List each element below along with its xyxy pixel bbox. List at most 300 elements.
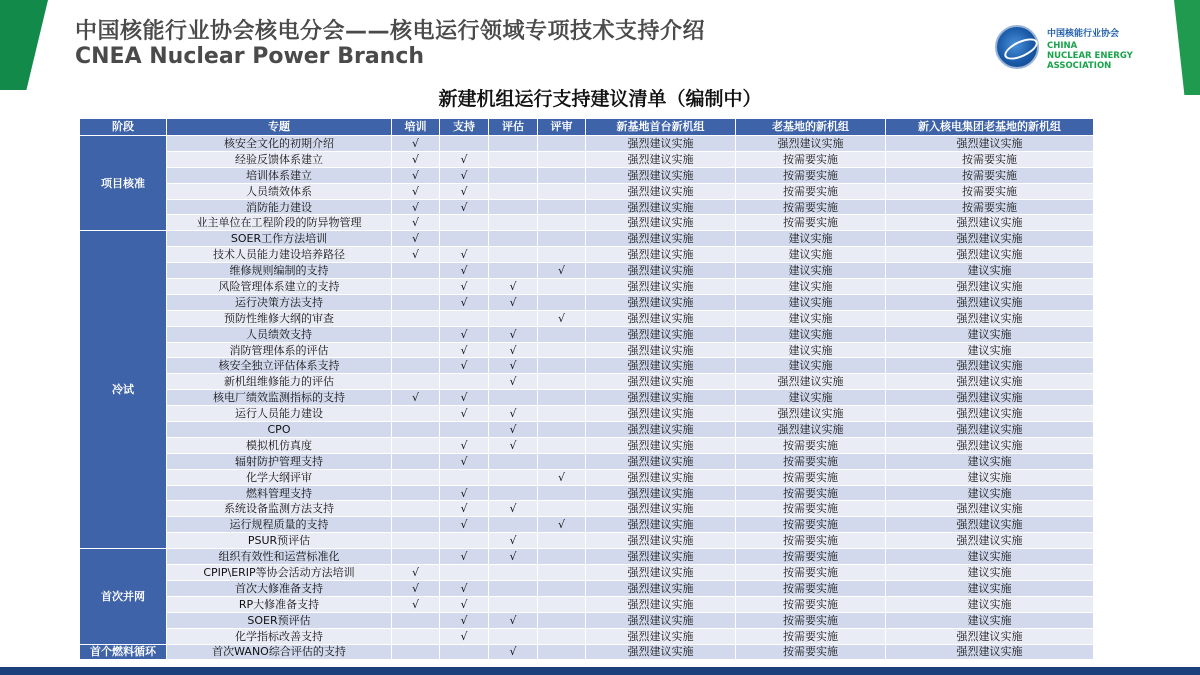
recommendation-cell: 建议实施 — [736, 247, 886, 263]
recommendation-cell: 按需要实施 — [736, 565, 886, 581]
recommendation-cell: 强烈建议实施 — [586, 453, 736, 469]
table-row — [80, 422, 1094, 438]
topic-cell: 模拟机仿真度 — [167, 437, 392, 453]
table-row — [80, 469, 1094, 485]
check-cell: √ — [392, 565, 440, 581]
check-cell: √ — [440, 549, 489, 565]
check-cell: √ — [440, 358, 489, 374]
check-cell: √ — [440, 628, 489, 644]
recommendation-cell: 按需要实施 — [736, 485, 886, 501]
recommendation-cell: 按需要实施 — [736, 215, 886, 231]
topic-cell: 系统设备监测方法支持 — [167, 501, 392, 517]
check-cell — [489, 565, 538, 581]
recommendation-cell: 强烈建议实施 — [586, 183, 736, 199]
check-cell — [392, 469, 440, 485]
check-cell — [392, 437, 440, 453]
check-cell — [440, 422, 489, 438]
check-cell: √ — [489, 644, 538, 660]
check-cell — [489, 231, 538, 247]
check-cell — [440, 136, 489, 152]
check-cell: √ — [538, 310, 586, 326]
check-cell — [489, 517, 538, 533]
topic-cell: 风险管理体系建立的支持 — [167, 279, 392, 295]
recommendation-cell: 强烈建议实施 — [586, 294, 736, 310]
check-cell — [538, 422, 586, 438]
check-cell — [392, 310, 440, 326]
phase-cell: 首个燃料循环 — [80, 644, 167, 660]
table-row — [80, 247, 1094, 263]
check-cell: √ — [489, 612, 538, 628]
recommendation-cell: 强烈建议实施 — [586, 406, 736, 422]
table-row — [80, 437, 1094, 453]
check-cell — [489, 199, 538, 215]
table-row — [80, 199, 1094, 215]
table-row — [80, 501, 1094, 517]
check-cell — [440, 215, 489, 231]
table-row — [80, 453, 1094, 469]
check-cell: √ — [489, 358, 538, 374]
check-cell: √ — [489, 374, 538, 390]
recommendation-cell: 按需要实施 — [736, 596, 886, 612]
recommendation-cell: 强烈建议实施 — [736, 374, 886, 390]
check-cell — [489, 628, 538, 644]
recommendation-cell: 强烈建议实施 — [586, 199, 736, 215]
check-cell — [440, 310, 489, 326]
recommendation-cell: 强烈建议实施 — [886, 374, 1094, 390]
recommendation-cell: 强烈建议实施 — [736, 406, 886, 422]
check-cell — [538, 549, 586, 565]
recommendation-cell: 强烈建议实施 — [586, 326, 736, 342]
topic-cell: 运行决策方法支持 — [167, 294, 392, 310]
table-row — [80, 565, 1094, 581]
check-cell: √ — [440, 580, 489, 596]
check-cell: √ — [440, 263, 489, 279]
recommendation-cell: 按需要实施 — [886, 151, 1094, 167]
recommendation-cell: 强烈建议实施 — [586, 167, 736, 183]
topic-cell: 核安全独立评估体系支持 — [167, 358, 392, 374]
recommendation-cell: 建议实施 — [736, 310, 886, 326]
recommendation-cell: 强烈建议实施 — [886, 136, 1094, 152]
topic-cell: 首次大修准备支持 — [167, 580, 392, 596]
topic-cell: 预防性维修大纲的审查 — [167, 310, 392, 326]
check-cell: √ — [440, 294, 489, 310]
check-cell — [392, 501, 440, 517]
check-cell — [392, 612, 440, 628]
check-cell — [538, 501, 586, 517]
check-cell — [392, 406, 440, 422]
bottom-accent-bar — [0, 667, 1200, 675]
topic-cell: 化学指标改善支持 — [167, 628, 392, 644]
recommendation-cell: 建议实施 — [886, 326, 1094, 342]
table-row — [80, 358, 1094, 374]
recommendation-cell: 建议实施 — [886, 453, 1094, 469]
table-row — [80, 644, 1094, 660]
table-row — [80, 167, 1094, 183]
check-cell: √ — [489, 422, 538, 438]
recommendation-cell: 建议实施 — [886, 580, 1094, 596]
topic-cell: PSUR预评估 — [167, 533, 392, 549]
check-cell — [440, 231, 489, 247]
phase-cell: 项目核准 — [80, 136, 167, 231]
recommendation-cell: 建议实施 — [736, 342, 886, 358]
recommendation-cell: 强烈建议实施 — [586, 596, 736, 612]
topic-cell: CPO — [167, 422, 392, 438]
table-row — [80, 183, 1094, 199]
table-row — [80, 517, 1094, 533]
check-cell — [489, 485, 538, 501]
recommendation-cell: 强烈建议实施 — [886, 437, 1094, 453]
right-accent-bar — [1174, 0, 1200, 95]
table-row — [80, 374, 1094, 390]
recommendation-cell: 强烈建议实施 — [586, 390, 736, 406]
check-cell — [440, 565, 489, 581]
recommendation-cell: 强烈建议实施 — [886, 644, 1094, 660]
recommendation-cell: 强烈建议实施 — [586, 644, 736, 660]
recommendation-cell: 强烈建议实施 — [886, 628, 1094, 644]
topic-cell: 培训体系建立 — [167, 167, 392, 183]
check-cell — [538, 580, 586, 596]
check-cell — [538, 533, 586, 549]
recommendation-cell: 强烈建议实施 — [886, 422, 1094, 438]
table-header-row — [80, 119, 1094, 136]
check-cell — [489, 453, 538, 469]
recommendation-cell: 强烈建议实施 — [586, 247, 736, 263]
check-cell — [538, 437, 586, 453]
check-cell — [489, 263, 538, 279]
check-cell: √ — [440, 517, 489, 533]
recommendation-cell: 强烈建议实施 — [586, 501, 736, 517]
topic-cell: 维修规则编制的支持 — [167, 263, 392, 279]
recommendation-cell: 强烈建议实施 — [586, 310, 736, 326]
recommendation-cell: 强烈建议实施 — [586, 580, 736, 596]
check-cell: √ — [392, 199, 440, 215]
topic-cell: 技术人员能力建设培养路径 — [167, 247, 392, 263]
check-cell — [538, 374, 586, 390]
column-header: 新入核电集团老基地的新机组 — [886, 119, 1094, 136]
column-header: 培训 — [392, 119, 440, 136]
phase-cell: 冷试 — [80, 231, 167, 549]
recommendation-cell: 按需要实施 — [886, 199, 1094, 215]
check-cell: √ — [392, 596, 440, 612]
recommendation-cell: 强烈建议实施 — [886, 279, 1094, 295]
recommendation-cell: 强烈建议实施 — [886, 247, 1094, 263]
topic-cell: 经验反馈体系建立 — [167, 151, 392, 167]
check-cell: √ — [392, 136, 440, 152]
check-cell — [392, 358, 440, 374]
check-cell — [538, 294, 586, 310]
recommendation-cell: 按需要实施 — [736, 644, 886, 660]
check-cell — [489, 580, 538, 596]
check-cell — [392, 374, 440, 390]
table-row — [80, 263, 1094, 279]
recommendation-cell: 建议实施 — [736, 358, 886, 374]
recommendation-cell: 强烈建议实施 — [586, 231, 736, 247]
check-cell — [489, 136, 538, 152]
recommendation-cell: 强烈建议实施 — [586, 469, 736, 485]
topic-cell: 人员绩效支持 — [167, 326, 392, 342]
recommendation-cell: 强烈建议实施 — [886, 517, 1094, 533]
recommendation-cell: 按需要实施 — [736, 199, 886, 215]
recommendation-cell: 强烈建议实施 — [586, 517, 736, 533]
check-cell — [392, 453, 440, 469]
check-cell — [538, 358, 586, 374]
topic-cell: SOER工作方法培训 — [167, 231, 392, 247]
check-cell — [440, 644, 489, 660]
recommendation-cell: 按需要实施 — [736, 501, 886, 517]
check-cell: √ — [440, 437, 489, 453]
topic-cell: 组织有效性和运营标准化 — [167, 549, 392, 565]
check-cell — [538, 199, 586, 215]
recommendation-cell: 建议实施 — [886, 342, 1094, 358]
check-cell — [538, 183, 586, 199]
check-cell: √ — [489, 294, 538, 310]
logo-line-1: CHINA — [1047, 41, 1078, 51]
topic-cell: 燃料管理支持 — [167, 485, 392, 501]
topic-cell: 业主单位在工程阶段的防异物管理 — [167, 215, 392, 231]
recommendation-cell: 建议实施 — [886, 549, 1094, 565]
column-header: 老基地的新机组 — [736, 119, 886, 136]
recommendation-cell: 建议实施 — [886, 485, 1094, 501]
table-row — [80, 215, 1094, 231]
check-cell — [392, 644, 440, 660]
check-cell: √ — [489, 533, 538, 549]
check-cell: √ — [489, 437, 538, 453]
left-accent-bar — [0, 0, 48, 90]
topic-cell: 核电厂绩效监测指标的支持 — [167, 390, 392, 406]
check-cell: √ — [440, 199, 489, 215]
recommendation-cell: 建议实施 — [736, 263, 886, 279]
check-cell — [489, 183, 538, 199]
topic-cell: CPIP\ERIP等协会活动方法培训 — [167, 565, 392, 581]
table-row — [80, 231, 1094, 247]
check-cell — [489, 596, 538, 612]
column-header: 评审 — [538, 119, 586, 136]
check-cell: √ — [392, 247, 440, 263]
check-cell — [392, 294, 440, 310]
check-cell — [538, 485, 586, 501]
recommendation-cell: 建议实施 — [886, 469, 1094, 485]
recommendation-cell: 建议实施 — [736, 326, 886, 342]
page-title-cn: 中国核能行业协会核电分会——核电运行领域专项技术支持介绍 — [75, 19, 706, 44]
topic-cell: 运行规程质量的支持 — [167, 517, 392, 533]
phase-cell: 首次并网 — [80, 549, 167, 644]
check-cell — [538, 136, 586, 152]
topic-cell: SOER预评估 — [167, 612, 392, 628]
check-cell: √ — [440, 612, 489, 628]
column-header: 支持 — [440, 119, 489, 136]
recommendation-cell: 强烈建议实施 — [886, 310, 1094, 326]
recommendation-cell: 强烈建议实施 — [886, 501, 1094, 517]
recommendation-cell: 建议实施 — [736, 279, 886, 295]
check-cell — [392, 342, 440, 358]
recommendation-cell: 强烈建议实施 — [886, 215, 1094, 231]
check-cell: √ — [440, 326, 489, 342]
recommendation-cell: 强烈建议实施 — [586, 549, 736, 565]
recommendation-cell: 按需要实施 — [736, 533, 886, 549]
check-cell: √ — [392, 231, 440, 247]
check-cell: √ — [440, 151, 489, 167]
recommendation-cell: 建议实施 — [736, 390, 886, 406]
recommendation-cell: 强烈建议实施 — [586, 342, 736, 358]
recommendation-cell: 强烈建议实施 — [736, 136, 886, 152]
check-cell: √ — [392, 167, 440, 183]
topic-cell: 人员绩效体系 — [167, 183, 392, 199]
topic-cell: 新机组维修能力的评估 — [167, 374, 392, 390]
check-cell: √ — [538, 469, 586, 485]
recommendation-cell: 按需要实施 — [736, 183, 886, 199]
check-cell — [392, 422, 440, 438]
check-cell — [489, 151, 538, 167]
support-recommendation-table — [79, 118, 1094, 660]
topic-cell: 辐射防护管理支持 — [167, 453, 392, 469]
check-cell — [538, 628, 586, 644]
recommendation-cell: 强烈建议实施 — [586, 628, 736, 644]
check-cell — [489, 390, 538, 406]
column-header: 新基地首台新机组 — [586, 119, 736, 136]
column-header: 专题 — [167, 119, 392, 136]
check-cell — [392, 533, 440, 549]
recommendation-cell: 建议实施 — [886, 596, 1094, 612]
check-cell: √ — [440, 183, 489, 199]
logo-line-2: NUCLEAR ENERGY — [1047, 51, 1133, 61]
logo-line-3: ASSOCIATION — [1047, 61, 1112, 71]
check-cell — [538, 453, 586, 469]
table-row — [80, 342, 1094, 358]
recommendation-cell: 按需要实施 — [736, 453, 886, 469]
check-cell: √ — [489, 501, 538, 517]
table-row — [80, 549, 1094, 565]
check-cell: √ — [440, 279, 489, 295]
recommendation-cell: 强烈建议实施 — [586, 151, 736, 167]
check-cell — [538, 231, 586, 247]
recommendation-cell: 按需要实施 — [736, 612, 886, 628]
recommendation-cell: 强烈建议实施 — [586, 374, 736, 390]
topic-cell: RP大修准备支持 — [167, 596, 392, 612]
check-cell: √ — [440, 596, 489, 612]
table-row — [80, 136, 1094, 152]
check-cell: √ — [392, 215, 440, 231]
check-cell — [538, 342, 586, 358]
table-row — [80, 406, 1094, 422]
check-cell: √ — [440, 453, 489, 469]
recommendation-cell: 强烈建议实施 — [886, 390, 1094, 406]
check-cell — [489, 215, 538, 231]
check-cell — [538, 644, 586, 660]
check-cell: √ — [440, 167, 489, 183]
recommendation-cell: 按需要实施 — [736, 437, 886, 453]
recommendation-cell: 按需要实施 — [886, 183, 1094, 199]
table-row — [80, 612, 1094, 628]
check-cell — [392, 326, 440, 342]
check-cell: √ — [489, 279, 538, 295]
recommendation-cell: 建议实施 — [736, 231, 886, 247]
table-row — [80, 326, 1094, 342]
check-cell: √ — [440, 485, 489, 501]
recommendation-cell: 强烈建议实施 — [886, 406, 1094, 422]
recommendation-cell: 强烈建议实施 — [586, 358, 736, 374]
cnea-logo — [995, 25, 1145, 75]
recommendation-cell: 强烈建议实施 — [886, 231, 1094, 247]
recommendation-cell: 强烈建议实施 — [586, 565, 736, 581]
check-cell: √ — [440, 406, 489, 422]
check-cell — [489, 167, 538, 183]
check-cell: √ — [392, 390, 440, 406]
check-cell — [392, 263, 440, 279]
table-row — [80, 151, 1094, 167]
recommendation-cell: 按需要实施 — [886, 167, 1094, 183]
check-cell — [489, 310, 538, 326]
topic-cell: 化学大纲评审 — [167, 469, 392, 485]
topic-cell: 核安全文化的初期介绍 — [167, 136, 392, 152]
recommendation-cell: 按需要实施 — [736, 628, 886, 644]
recommendation-cell: 强烈建议实施 — [586, 485, 736, 501]
table-row — [80, 390, 1094, 406]
check-cell: √ — [392, 151, 440, 167]
recommendation-cell: 建议实施 — [886, 612, 1094, 628]
recommendation-cell: 建议实施 — [886, 263, 1094, 279]
recommendation-cell: 按需要实施 — [736, 469, 886, 485]
recommendation-cell: 按需要实施 — [736, 151, 886, 167]
recommendation-cell: 建议实施 — [736, 294, 886, 310]
recommendation-cell: 强烈建议实施 — [886, 533, 1094, 549]
check-cell — [392, 517, 440, 533]
check-cell — [538, 326, 586, 342]
recommendation-cell: 建议实施 — [886, 565, 1094, 581]
check-cell: √ — [489, 342, 538, 358]
check-cell — [538, 390, 586, 406]
check-cell — [489, 469, 538, 485]
table-row — [80, 628, 1094, 644]
check-cell — [538, 247, 586, 263]
check-cell: √ — [440, 247, 489, 263]
check-cell — [489, 247, 538, 263]
recommendation-cell: 强烈建议实施 — [886, 358, 1094, 374]
table-row — [80, 580, 1094, 596]
column-header: 阶段 — [80, 119, 167, 136]
check-cell: √ — [489, 406, 538, 422]
topic-cell: 首次WANO综合评估的支持 — [167, 644, 392, 660]
table-row — [80, 485, 1094, 501]
recommendation-cell: 按需要实施 — [736, 549, 886, 565]
table-row — [80, 310, 1094, 326]
recommendation-cell: 强烈建议实施 — [586, 279, 736, 295]
check-cell — [538, 151, 586, 167]
recommendation-cell: 强烈建议实施 — [586, 437, 736, 453]
recommendation-cell: 按需要实施 — [736, 580, 886, 596]
check-cell: √ — [538, 517, 586, 533]
recommendation-cell: 强烈建议实施 — [886, 294, 1094, 310]
check-cell: √ — [440, 390, 489, 406]
topic-cell: 运行人员能力建设 — [167, 406, 392, 422]
check-cell: √ — [392, 183, 440, 199]
table-row — [80, 596, 1094, 612]
check-cell: √ — [440, 501, 489, 517]
check-cell: √ — [440, 342, 489, 358]
column-header: 评估 — [489, 119, 538, 136]
check-cell: √ — [538, 263, 586, 279]
logo-name-cn: 中国核能行业协会 — [1047, 29, 1120, 39]
recommendation-cell: 强烈建议实施 — [586, 263, 736, 279]
table-row — [80, 279, 1094, 295]
topic-cell: 消防能力建设 — [167, 199, 392, 215]
page-title-en: CNEA Nuclear Power Branch — [75, 44, 425, 69]
check-cell: √ — [392, 580, 440, 596]
check-cell — [538, 215, 586, 231]
table-row — [80, 533, 1094, 549]
recommendation-cell: 按需要实施 — [736, 167, 886, 183]
table-title: 新建机组运行支持建议清单（编制中） — [438, 88, 762, 110]
recommendation-cell: 按需要实施 — [736, 517, 886, 533]
